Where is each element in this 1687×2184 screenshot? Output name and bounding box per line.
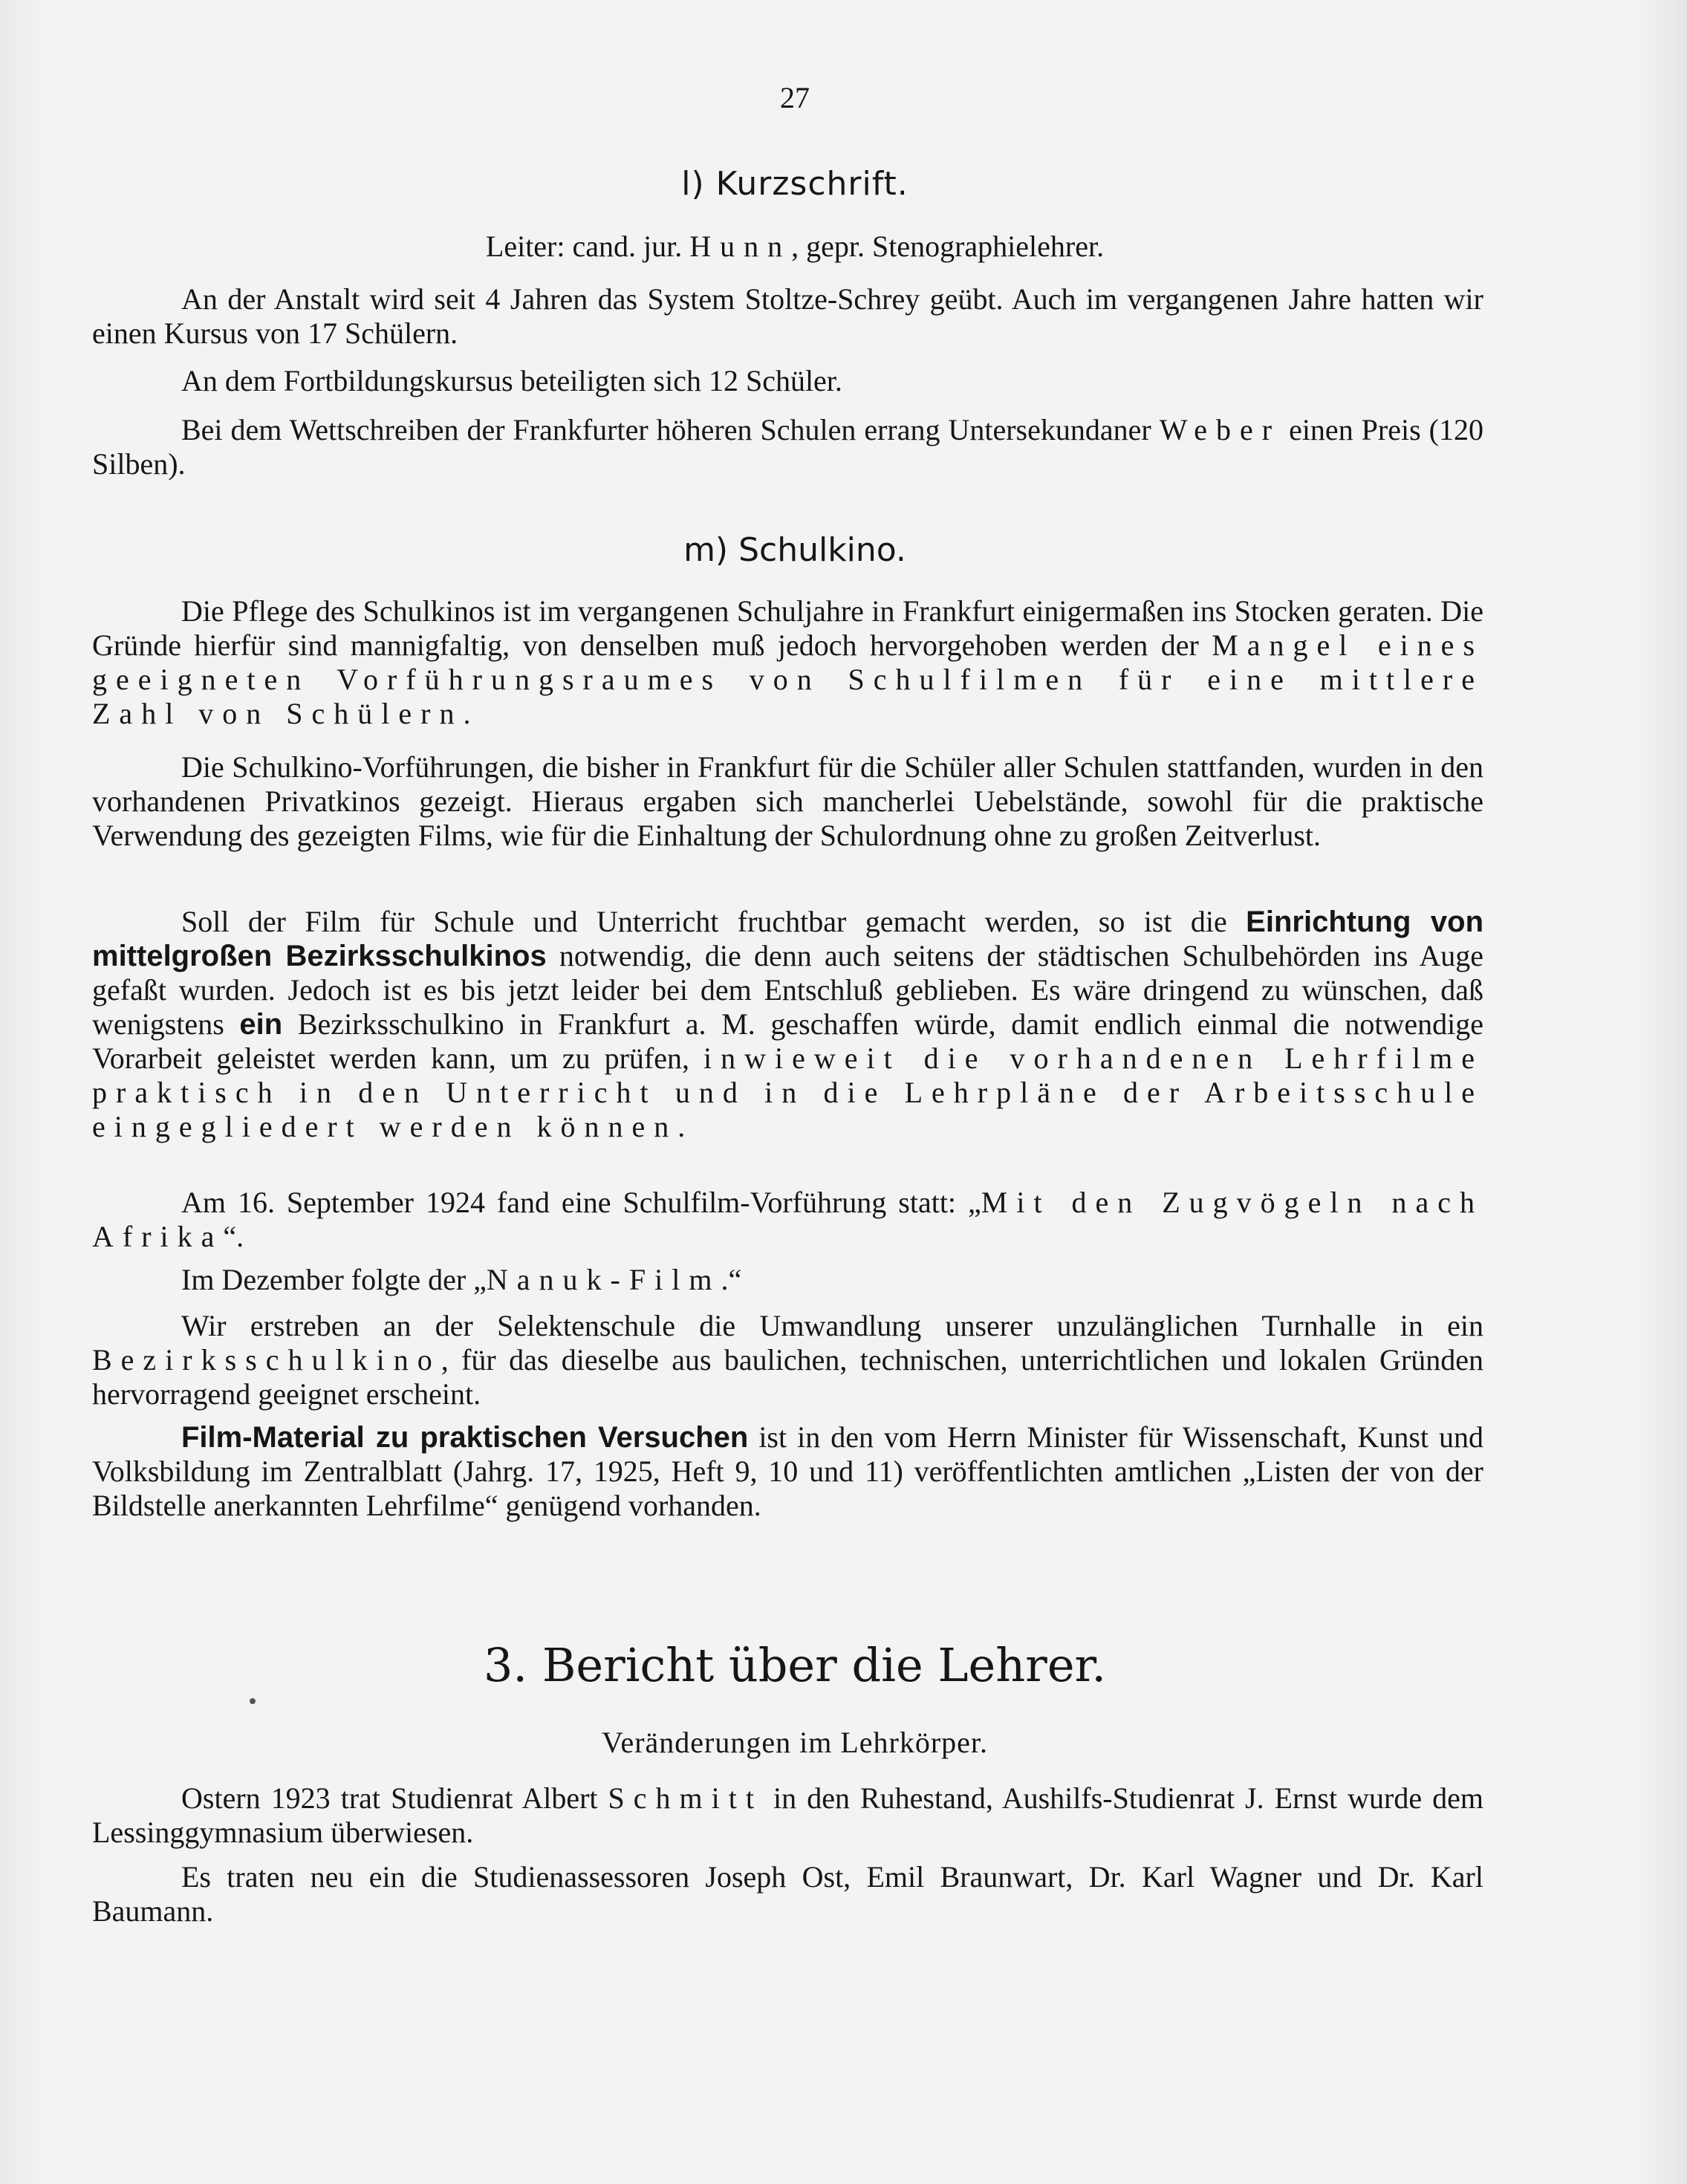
section-heading-schulkino: m) Schulkino.	[683, 531, 906, 569]
paragraph-text: Soll der Film für Schule und Unterricht fruchtbar gemacht werden, so ist die	[181, 905, 1246, 938]
paragraph-schulkino-6	[92, 1309, 1483, 1411]
spaced-name: Schmitt	[608, 1781, 763, 1815]
paragraph-text: Es traten neu ein die Studienassessoren Joseph Ost, Emil Braunwart, Dr. Karl Wagner und Dr. Karl Baumann.	[92, 1860, 1483, 1928]
leiter-prefix: Leiter: cand. jur.	[485, 230, 690, 263]
paragraph-text: , für das dieselbe aus baulichen, technischen, unterrichtlichen und lokalen Gründen hervorragend geeignet erscheint.	[92, 1343, 1483, 1411]
leiter-suffix: , gepr. Stenographielehrer.	[791, 230, 1105, 263]
paragraph-text: .	[463, 697, 471, 730]
spaced-text: inwieweit die vorhandenen Lehrfilme praktisch in den Unterricht und in die Lehrpläne der Arbeitsschule eingegliedert werden können	[92, 1041, 1483, 1143]
paragraph-schulkino-3	[92, 905, 1483, 1144]
leiter-name: Hunn	[689, 230, 792, 263]
paragraph-lehrer-1	[92, 1781, 1483, 1850]
spaced-text: Mangel eines geeigneten Vorführungsraumes von Schulfilmen für eine mittlere Zahl von Schülern	[92, 628, 1484, 730]
paragraph-kurzschrift-2	[92, 364, 1483, 398]
paragraph-text: Wir erstreben an der Selektenschule die Umwandlung unserer unzulänglichen Turnhalle in ein	[181, 1309, 1483, 1342]
paragraph-text: Ostern 1923 trat Studienrat Albert	[181, 1781, 608, 1815]
spaced-text: Bezirksschulkino	[92, 1343, 441, 1377]
subheading-lehrkoerper: Veränderungen im Lehrkörper.	[601, 1726, 989, 1759]
paragraph-lehrer-2	[92, 1860, 1483, 1928]
paragraph-text: ist in den vom Herrn Minister für Wissenschaft, Kunst und Volksbildung im Zentralblatt (Jahrg. 17, 1925, Heft 9, 10 und 11) veröffentlichten amtlichen „Listen der von der Bildstelle anerkannten Lehrfilme“ genügend vorhanden.	[92, 1420, 1483, 1522]
bold-text: Film-Material zu praktischen Versuchen	[181, 1421, 749, 1454]
spaced-text: Nanuk-Film	[486, 1263, 721, 1296]
paragraph-text: .	[677, 1110, 686, 1143]
paragraph-text: Bei dem Wettschreiben der Frankfurter höheren Schulen errang Untersekundaner	[181, 413, 1160, 446]
paragraph-kurzschrift-3	[92, 413, 1483, 481]
page-number: 27	[780, 81, 810, 114]
paragraph-text: An dem Fortbildungskursus beteiligten sich 12 Schüler.	[181, 364, 842, 397]
paragraph-schulkino-1	[92, 594, 1483, 731]
section-heading-kurzschrift: l) Kurzschrift.	[681, 165, 908, 203]
paragraph-text: notwendig, die denn auch seitens der städtischen Schulbehörden ins Auge gefaßt wurden. Jedoch ist es bis jetzt leider bei dem Entschluß geblieben. Es wäre dringend zu wünschen, daß wenigstens	[92, 939, 1483, 1041]
paragraph-text: An der Anstalt wird seit 4 Jahren das System Stoltze-Schrey geübt. Auch im vergangenen Jahre hatten wir einen Kursus von 17 Schülern.	[92, 282, 1483, 350]
print-speck	[250, 1698, 256, 1704]
paragraph-schulkino-4	[92, 1186, 1483, 1254]
paragraph-text: “.	[223, 1220, 244, 1253]
paragraph-kurzschrift-1	[92, 282, 1483, 351]
paragraph-text: .“	[721, 1263, 742, 1296]
paragraph-schulkino-2	[92, 750, 1483, 853]
spaced-text: Mit den Zugvögeln nach Afrika	[92, 1186, 1484, 1253]
spaced-name: Weber	[1159, 413, 1281, 446]
paragraph-text: in den Ruhestand, Aushilfs-Studienrat J. Ernst wurde dem Lessinggymnasium überwiesen.	[92, 1781, 1483, 1849]
paragraph-text: Im Dezember folgte der „	[181, 1263, 487, 1296]
section-heading-lehrer: 3. Bericht über die Lehrer.	[483, 1638, 1107, 1692]
paragraph-text: Bezirksschulkino in Frankfurt a. M. geschaffen würde, damit endlich einmal die notwendige Vorarbeit geleistet werden kann, um zu prüfen,	[92, 1007, 1483, 1075]
leiter-line	[0, 229, 1590, 264]
paragraph-schulkino-7	[92, 1420, 1483, 1523]
paragraph-text: Am 16. September 1924 fand eine Schulfilm-Vorführung statt: „	[181, 1186, 981, 1219]
paragraph-schulkino-5	[92, 1263, 1483, 1297]
paragraph-text: Die Schulkino-Vorführungen, die bisher in Frankfurt für die Schüler aller Schulen stattfanden, wurden in den vorhandenen Privatkinos gezeigt. Hieraus ergaben sich mancherlei Uebelstände, sowohl für die praktische Verwendung des gezeigten Films, wie für die Einhaltung der Schulordnung ohne zu großen Zeitverlust.	[92, 750, 1483, 852]
paragraph-text: Die Pflege des Schulkinos ist im vergangenen Schuljahre in Frankfurt einigermaßen ins Stocken geraten. Die Gründe hierfür sind mannigfaltig, von denselben muß jedoch hervorgehoben werden der	[92, 594, 1483, 662]
paragraph-text: einen Preis (120 Silben).	[92, 413, 1483, 481]
bold-text: ein	[239, 1008, 283, 1041]
bold-text: Einrichtung von mittelgroßen Bezirksschulkinos	[92, 906, 1484, 972]
